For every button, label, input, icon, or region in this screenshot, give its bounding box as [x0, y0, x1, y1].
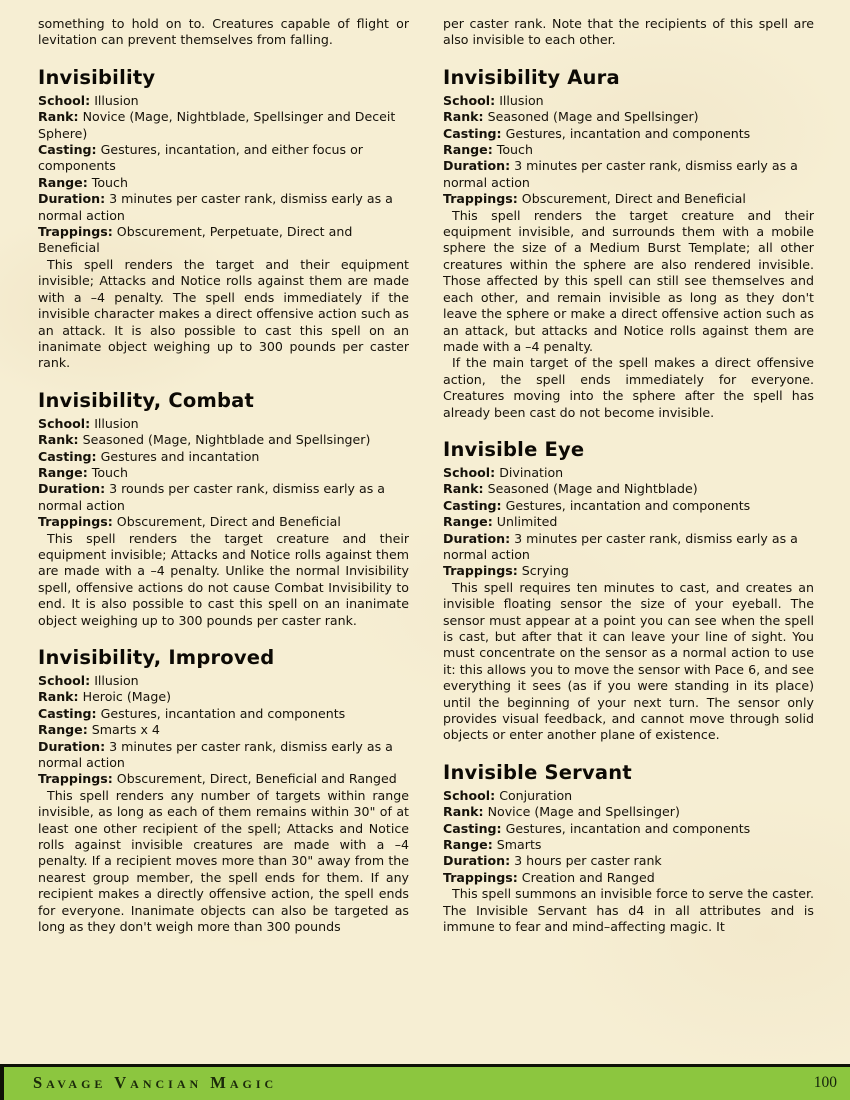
spell-meta-value: Gestures, incantation and components	[505, 820, 751, 836]
spell-meta-line	[443, 837, 814, 853]
spell-title: Invisible Servant	[443, 760, 632, 784]
spell-meta-line	[38, 771, 409, 787]
spell-meta-label: Trappings:	[38, 514, 113, 530]
continued-paragraph: something to hold on to. Creatures capable of flight or levitation can prevent themselves from falling.	[38, 16, 409, 48]
spell-meta-line	[443, 109, 814, 125]
spell-meta-line	[38, 191, 409, 224]
spell-title: Invisibility Aura	[443, 65, 620, 89]
spell-meta-value: Touch	[91, 174, 128, 190]
text-column-right	[443, 16, 814, 1062]
spell-meta-line	[443, 191, 814, 207]
spell-title: Invisibility, Improved	[38, 646, 275, 669]
spell-meta-label: Range:	[38, 174, 88, 190]
spell-meta-value: Smarts x 4	[91, 722, 160, 738]
spell-meta-line	[38, 465, 409, 481]
spell-meta-label: School:	[38, 415, 91, 431]
footer-page-number: 100	[813, 1073, 837, 1091]
spell-meta-label: Casting:	[443, 497, 502, 513]
spell-meta-value: Illusion	[499, 92, 544, 108]
spell-meta-line	[443, 498, 814, 514]
spell-meta-value: 3 minutes per caster rank, dismiss early as a normal action	[38, 738, 393, 771]
footer-bar	[0, 1064, 850, 1100]
spell-meta-line	[443, 821, 814, 837]
spell-meta-label: Rank:	[38, 432, 79, 448]
spell-meta-value: Novice (Mage, Nightblade, Spellsinger and Deceit Sphere)	[38, 109, 396, 141]
spell-meta-value: Unlimited	[496, 514, 558, 530]
spell-meta-line	[443, 804, 814, 820]
spell-meta-value: Seasoned (Mage and Spellsinger)	[487, 109, 699, 125]
spell-meta-label: Duration:	[38, 191, 106, 207]
spell-paragraph: If the main target of the spell makes a direct offensive action, the spell ends immediately for everyone. Creatures moving into the sphere after the spell has already been cast do not become invisible.	[443, 355, 814, 420]
spell-block	[38, 66, 409, 372]
spell-meta-line	[443, 563, 814, 579]
spell-meta-line	[38, 722, 409, 738]
spell-meta-value: 3 minutes per caster rank, dismiss early as a normal action	[38, 191, 393, 223]
spell-paragraph: This spell renders the target creature and their equipment invisible; Attacks and Notice rolls against them are made with a –4 penalty. Unlike the normal Invisibility spell, offensive actions do not cause Combat Invisibility to end. It is also possible to cast this spell on an inanimate object weighing up to 300 pounds per caster rank.	[38, 530, 409, 628]
spell-meta-value: Gestures, incantation and components	[100, 705, 346, 721]
spell-meta-line	[443, 126, 814, 142]
spell-meta-label: Trappings:	[443, 869, 518, 885]
spell-meta-label: Duration:	[443, 158, 511, 174]
spell-meta-line	[38, 224, 409, 257]
spell-meta-value: 3 hours per caster rank	[514, 853, 662, 869]
spell-meta-value: Smarts	[496, 837, 542, 853]
spell-paragraph: This spell requires ten minutes to cast, and creates an invisible floating sensor the size of your eyeball. The sensor must appear at a point you can see when the spell is cast, but after that it can leave your line of sight. You must concentrate on the sensor as a normal action to use it: this allows you to move the sensor with Pace 6, and see everything it sees (as if you were standing in its place) until the beginning of your next turn. The sensor only provides visual feedback, and cannot move through solid objects or enter another plane of existence.	[443, 579, 814, 743]
spell-meta-value: 3 rounds per caster rank, dismiss early as a normal action	[38, 481, 385, 513]
spell-meta-label: Casting:	[443, 125, 502, 141]
spell-meta-label: School:	[443, 787, 496, 803]
spell-meta-value: Touch	[91, 464, 128, 480]
spell-meta-label: Casting:	[38, 142, 97, 158]
spell-meta-value: Obscurement, Direct and Beneficial	[521, 191, 746, 207]
spell-title: Invisibility	[38, 65, 156, 89]
spell-meta-label: Rank:	[38, 689, 79, 705]
spell-meta-value: Obscurement, Direct, Beneficial and Ranged	[116, 771, 397, 787]
spell-meta-line	[443, 514, 814, 530]
spell-meta-line	[38, 109, 409, 142]
spell-meta-line	[443, 93, 814, 109]
spell-paragraph: This spell renders the target and their equipment invisible; Attacks and Notice rolls against them are made with a –4 penalty. The spell ends immediately if the invisible character makes a direct offensive action such as an attack. It is also possible to cast this spell on an inanimate object weighing up to 300 pounds per caster rank.	[38, 256, 409, 371]
spell-meta-value: Illusion	[94, 673, 139, 688]
spell-meta-label: Duration:	[443, 853, 511, 869]
spell-meta-label: Rank:	[443, 481, 484, 497]
spell-meta-value: Gestures and incantation	[100, 448, 260, 464]
spell-meta-line	[443, 870, 814, 886]
spell-meta-value: Illusion	[94, 415, 139, 431]
spell-block	[38, 646, 409, 936]
spell-meta-value: Seasoned (Mage, Nightblade and Spellsinger)	[82, 432, 371, 448]
spell-meta-label: Rank:	[443, 109, 484, 125]
spell-meta-line	[38, 93, 409, 109]
spell-meta-label: Trappings:	[38, 771, 113, 787]
footer-book-title: Savage Vancian Magic	[33, 1072, 278, 1092]
spell-meta-line	[38, 689, 409, 705]
spell-meta-label: School:	[38, 92, 91, 108]
spell-title: Invisible Eye	[443, 437, 585, 461]
spell-meta-label: Trappings:	[443, 563, 518, 579]
spell-meta-line	[443, 531, 814, 564]
spell-meta-line	[443, 788, 814, 804]
spell-meta-label: Casting:	[38, 448, 97, 464]
spell-block	[443, 438, 814, 744]
spell-meta-label: Duration:	[38, 738, 106, 754]
spell-meta-line	[443, 481, 814, 497]
spell-meta-label: School:	[38, 673, 91, 688]
spell-block	[38, 389, 409, 629]
spell-paragraph: This spell renders the target creature and their equipment invisible, and surrounds them with a mobile sphere the size of a Medium Burst Template; all other creatures within the sphere are also rendered invisible. Those affected by this spell can still see themselves and each other, and remain invisible as long as they don't leave the sphere or make a direct offensive action such as an attack, but attacks and Notice rolls against them are made with a –4 penalty.	[443, 207, 814, 354]
spell-block	[443, 66, 814, 421]
spell-meta-value: Gestures, incantation and components	[505, 125, 751, 141]
spell-meta-value: Novice (Mage and Spellsinger)	[487, 804, 680, 820]
spell-paragraph: This spell renders any number of targets within range invisible, as long as each of them remains within 30" of at least one other recipient of the spell; Attacks and Notice rolls against invisible creatures are made with a –4 penalty. If a recipient moves more than 30" away from the nearest group member, the spell ends for them. If any recipient makes a directly offensive action, the spell ends for everyone. Inanimate objects can also be targeted as long as they don't weigh more than 300 pounds	[38, 787, 409, 935]
continued-paragraph: per caster rank. Note that the recipients of this spell are also invisible to each other.	[443, 16, 814, 48]
spell-meta-line	[443, 158, 814, 191]
spell-meta-label: Range:	[38, 464, 88, 480]
spell-meta-label: Casting:	[38, 705, 97, 721]
spell-meta-value: Gestures, incantation, and either focus or components	[38, 142, 363, 174]
spell-meta-value: Divination	[499, 464, 564, 480]
spell-title: Invisibility, Combat	[38, 388, 255, 412]
spell-meta-line	[38, 673, 409, 689]
spell-meta-line	[38, 481, 409, 514]
spell-meta-value: Touch	[496, 142, 533, 158]
spell-meta-value: Obscurement, Direct and Beneficial	[116, 514, 341, 530]
spell-meta-label: Trappings:	[38, 224, 113, 240]
spell-meta-value: 3 minutes per caster rank, dismiss early as a normal action	[443, 530, 798, 562]
spell-meta-line	[443, 853, 814, 869]
spell-paragraph: This spell summons an invisible force to serve the caster. The Invisible Servant has d4 in all attributes and is immune to fear and mind–affecting magic. It	[443, 886, 814, 935]
spell-block	[443, 761, 814, 936]
spell-meta-value: Creation and Ranged	[521, 869, 655, 885]
spell-meta-label: Range:	[443, 837, 493, 853]
spell-meta-value: Heroic (Mage)	[82, 689, 171, 705]
text-column-left	[38, 16, 409, 1062]
spell-meta-label: Duration:	[38, 481, 106, 497]
spell-meta-value: Seasoned (Mage and Nightblade)	[487, 481, 698, 497]
spell-meta-line	[38, 739, 409, 772]
spell-meta-value: Obscurement, Perpetuate, Direct and Beneficial	[38, 224, 353, 256]
spell-meta-value: Scrying	[521, 563, 569, 579]
spell-meta-value: Illusion	[94, 92, 139, 108]
spell-meta-label: Duration:	[443, 530, 511, 546]
spell-meta-line	[38, 449, 409, 465]
spell-meta-label: Range:	[38, 722, 88, 738]
spell-meta-line	[38, 416, 409, 432]
spell-meta-value: Conjuration	[499, 787, 573, 803]
spell-meta-label: School:	[443, 92, 496, 108]
spell-meta-label: Range:	[443, 142, 493, 158]
spell-meta-line	[443, 465, 814, 481]
spell-meta-line	[443, 142, 814, 158]
spell-meta-line	[38, 175, 409, 191]
spell-meta-value: 3 minutes per caster rank, dismiss early as a normal action	[443, 158, 798, 190]
spell-meta-label: Trappings:	[443, 191, 518, 207]
spell-meta-line	[38, 706, 409, 722]
spell-meta-label: Range:	[443, 514, 493, 530]
spell-meta-label: Rank:	[443, 804, 484, 820]
spell-meta-line	[38, 432, 409, 448]
spell-meta-line	[38, 514, 409, 530]
spell-meta-label: Casting:	[443, 820, 502, 836]
spell-meta-line	[38, 142, 409, 175]
spell-meta-label: Rank:	[38, 109, 79, 125]
spell-meta-label: School:	[443, 464, 496, 480]
spell-meta-value: Gestures, incantation and components	[505, 497, 751, 513]
